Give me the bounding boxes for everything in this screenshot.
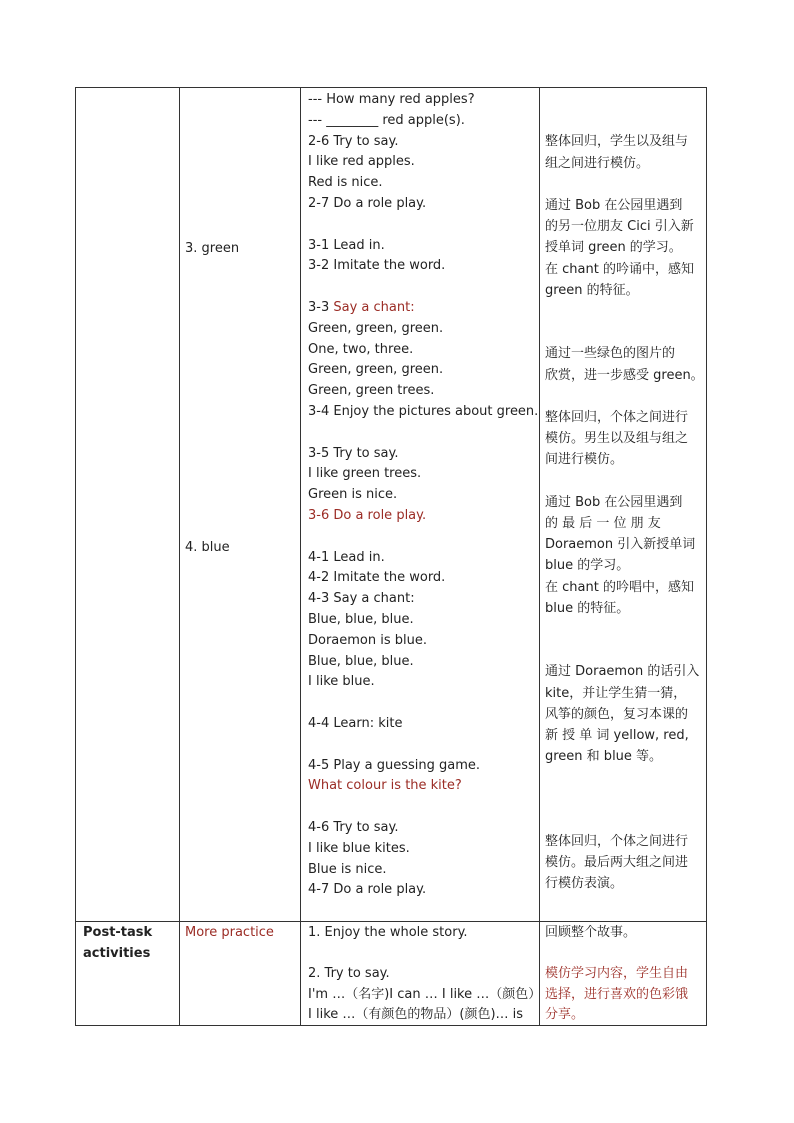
- table-border-top: [75, 87, 707, 88]
- text-line: 模仿学习内容，学生自由: [545, 966, 689, 982]
- text-line: 风筝的颜色，复习本课的: [545, 706, 689, 722]
- text-line: 模仿。男生以及组与组之: [545, 431, 689, 447]
- text-line: Doraemon 引入新授单词: [545, 537, 696, 553]
- text-line: 通过 Bob 在公园里遇到: [545, 494, 683, 510]
- text-line: 2. Try to say.: [308, 966, 390, 982]
- text-line: I like blue.: [308, 674, 375, 690]
- text-line: 3-3 Say a chant:: [308, 300, 415, 315]
- text-line: 3-2 Imitate the word.: [308, 258, 446, 274]
- text-line: 通过 Doraemon 的话引入: [545, 664, 700, 680]
- text-line: 4-5 Play a guessing game.: [308, 757, 480, 773]
- text-line: 3-5 Try to say.: [308, 445, 399, 461]
- content-item-green: 3. green: [185, 241, 240, 256]
- text-line: 4-2 Imitate the word.: [308, 570, 446, 586]
- text-line: 欣赏，进一步感受 green。: [545, 367, 704, 383]
- col-border: [75, 87, 76, 1026]
- text-line: 在 chant 的吟唱中，感知: [545, 579, 694, 595]
- text-line: Doraemon is blue.: [308, 632, 428, 648]
- text-line: 组之间进行模仿。: [545, 155, 650, 171]
- text-line: green 的特征。: [545, 282, 639, 298]
- table-border-bottom: [75, 1025, 707, 1026]
- content-item-blue: 4. blue: [185, 540, 230, 555]
- text-line: --- ________ red apple(s).: [308, 112, 465, 128]
- text-line: 2-6 Try to say.: [308, 133, 399, 149]
- text-line: I'm …（名字)I can … I like …（颜色）: [308, 986, 542, 1002]
- text-line: 3-4 Enjoy the pictures about green.: [308, 404, 539, 419]
- text-line: kite，并让学生猜一猜，: [545, 685, 687, 701]
- col-border: [539, 87, 540, 1026]
- text-line: 回顾整个故事。: [545, 925, 637, 940]
- text-line: Red is nice.: [308, 175, 383, 191]
- text-line: 间进行模仿。: [545, 452, 624, 468]
- text-line: Blue, blue, blue.: [308, 612, 414, 627]
- text-line: 新 授 单 词 yellow, red,: [545, 728, 689, 743]
- text-line: 4-4 Learn: kite: [308, 716, 403, 731]
- text-line: blue 的特征。: [545, 600, 630, 616]
- text-line: Green is nice.: [308, 487, 398, 503]
- text-line: Blue, blue, blue.: [308, 653, 414, 669]
- text-line: 模仿。最后两大组之间进: [545, 855, 689, 871]
- text-line: green 和 blue 等。: [545, 749, 663, 765]
- text-line: 4-3 Say a chant:: [308, 591, 415, 607]
- text-line: 通过一些绿色的图片的: [545, 346, 676, 362]
- stage-label-line2: activities: [83, 946, 151, 961]
- text-line: 的另一位朋友 Cici 引入新: [545, 219, 694, 235]
- text-line: Green, green, green.: [308, 320, 444, 336]
- stage-label-line1: Post-task: [83, 925, 153, 940]
- text-line: 整体回归，学生以及组与: [545, 134, 689, 150]
- text-line: 1. Enjoy the whole story.: [308, 925, 468, 940]
- text-line: 4-1 Lead in.: [308, 549, 385, 565]
- text-line: 的 最 后 一 位 朋 友: [545, 516, 661, 531]
- text-line: I like red apples.: [308, 154, 415, 170]
- text-line: Blue is nice.: [308, 861, 387, 877]
- text-line: 4-7 Do a role play.: [308, 882, 427, 898]
- text-line: blue 的学习。: [545, 558, 630, 574]
- text-line: I like …（有颜色的物品）(颜色)… is: [308, 1007, 524, 1023]
- text-line: I like green trees.: [308, 466, 422, 482]
- text-line: One, two, three.: [308, 341, 414, 357]
- text-line: 授单词 green 的学习。: [545, 240, 682, 256]
- content-more-practice: More practice: [185, 925, 274, 940]
- col-border: [300, 87, 301, 1026]
- lesson-plan-table: [75, 87, 707, 1026]
- text-line: --- How many red apples?: [308, 92, 475, 107]
- text-line: 2-7 Do a role play.: [308, 196, 427, 211]
- text-line: 分享。: [545, 1007, 585, 1023]
- text-line: I like blue kites.: [308, 840, 410, 856]
- row-divider: [75, 921, 707, 922]
- col-border: [706, 87, 707, 1026]
- text-line: What colour is the kite?: [308, 778, 462, 794]
- col-border: [179, 87, 180, 1026]
- text-line: 3-1 Lead in.: [308, 237, 385, 253]
- text-line: Green, green trees.: [308, 383, 435, 399]
- text-line: 4-6 Try to say.: [308, 820, 399, 835]
- text-line: 选择，进行喜欢的色彩饿: [545, 986, 689, 1002]
- text-line: 3-6 Do a role play.: [308, 508, 427, 523]
- text-line: 通过 Bob 在公园里遇到: [545, 198, 683, 213]
- text-line: 行模仿表演。: [545, 876, 624, 892]
- text-line: 整体回归，个体之间进行: [545, 834, 689, 849]
- text-line: 在 chant 的吟诵中，感知: [545, 261, 694, 277]
- text-line: Green, green, green.: [308, 362, 444, 378]
- text-line: 整体回归，个体之间进行: [545, 410, 689, 425]
